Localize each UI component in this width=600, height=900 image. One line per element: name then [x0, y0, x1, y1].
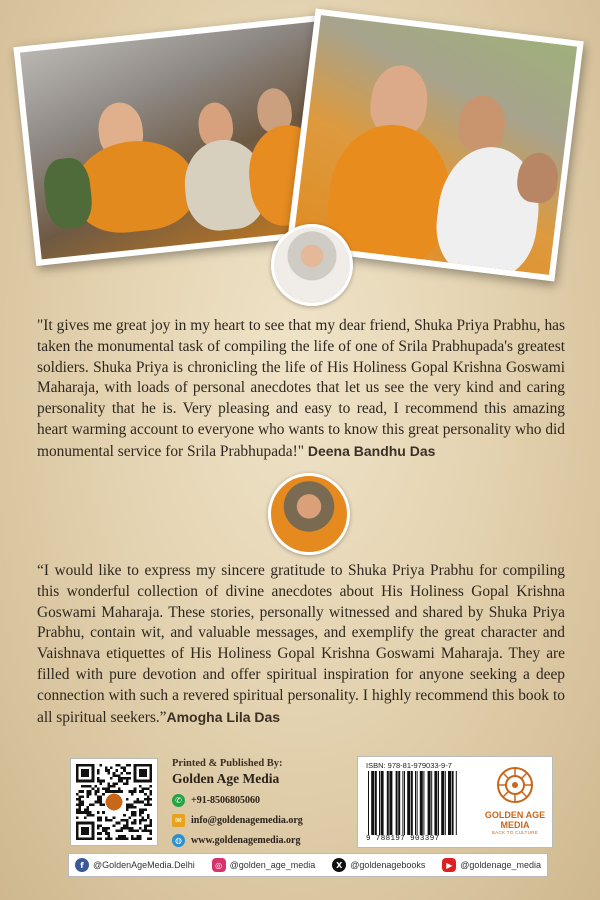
barcode-number: 9 788197 903397	[366, 835, 440, 843]
barcode	[366, 771, 474, 835]
quote-deena-bandhu-das	[37, 316, 565, 463]
facebook-icon: f	[75, 858, 89, 872]
phone-text: +91-8506805060	[191, 794, 261, 806]
whatsapp-icon: ✆	[172, 794, 185, 807]
x-icon: X	[332, 858, 346, 872]
portrait-amogha-lila-das	[268, 473, 350, 555]
quote-author: Deena Bandhu Das	[307, 442, 436, 459]
qr-code[interactable]	[70, 758, 158, 846]
publisher-info	[172, 758, 352, 847]
chakra-logo-icon	[495, 765, 535, 805]
isbn-label: ISBN: 978-81-979033-9-7	[366, 761, 452, 770]
contact-website[interactable]	[172, 833, 352, 847]
barcode-box	[357, 756, 553, 848]
publisher-label: Printed & Published By:	[172, 758, 283, 769]
social-youtube[interactable]	[442, 858, 541, 872]
logo-line2: AGE	[525, 810, 546, 820]
website-text: www.goldenagemedia.org	[191, 834, 301, 846]
logo-line3: MEDIA	[500, 820, 530, 830]
youtube-icon: ▶	[442, 858, 456, 872]
instagram-icon: ◎	[212, 858, 226, 872]
social-facebook[interactable]	[75, 858, 195, 872]
social-label: @goldenagebooks	[350, 860, 426, 870]
social-links-bar	[68, 853, 548, 877]
portrait-deena-bandhu-das	[271, 224, 353, 306]
social-x[interactable]	[332, 858, 425, 872]
contact-phone[interactable]	[172, 793, 352, 807]
quote-author: Amogha Lila Das	[166, 708, 281, 725]
social-label: @golden_age_media	[229, 860, 316, 870]
logo-line1: GOLDEN	[484, 810, 524, 820]
globe-icon: ◍	[172, 834, 185, 847]
quote-text: "It gives me great joy in my heart to see that my dear friend, Shuka Priya Prabhu, has taken the monumental task of compiling the life of one of Srila Prabhupada's greatest soldiers. Shuka Priya is chronicling the life of His Holiness Gopal Krishna Goswami Maharaja, with loads of personal anecdotes that let us see the very kind and caring personality that he is. Very pleasing and easy to read, I recommend this amazing heart warming account to everyone who wants to know this great personality who did monumental service for Srila Prabhupada!"	[37, 317, 565, 460]
social-label: @GoldenAgeMedia.Delhi	[93, 860, 195, 870]
publisher-name: Golden Age Media	[172, 771, 280, 786]
golden-age-media-logo	[484, 765, 546, 845]
quote-amogha-lila-das	[37, 561, 565, 728]
quote-text: “I would like to express my sincere gratitude to Shuka Priya Prabhu for compiling this wonderful collection of divine anecdotes about His Holiness Gopal Krishna Goswami Maharaja. These stories, personally witnessed and shared by Shuka Priya Prabhu, contain wit, and valuable messages, and exemplify the great character and Vaishnava etiquettes of His Holiness Gopal Krishna Goswami Maharaja. They are filled with pure devotion and offer spiritual inspiration for anyone seeking a deep connection with such a revered spiritual personality. I highly recommend this book to all spiritual seekers.”	[37, 562, 565, 726]
mail-icon: ✉	[172, 814, 185, 827]
social-instagram[interactable]	[212, 858, 316, 872]
social-label: @goldenage_media	[460, 860, 541, 870]
contact-email[interactable]	[172, 813, 352, 827]
logo-tagline: BACK TO CULTURE	[491, 830, 539, 835]
email-text: info@goldenagemedia.org	[191, 814, 303, 826]
